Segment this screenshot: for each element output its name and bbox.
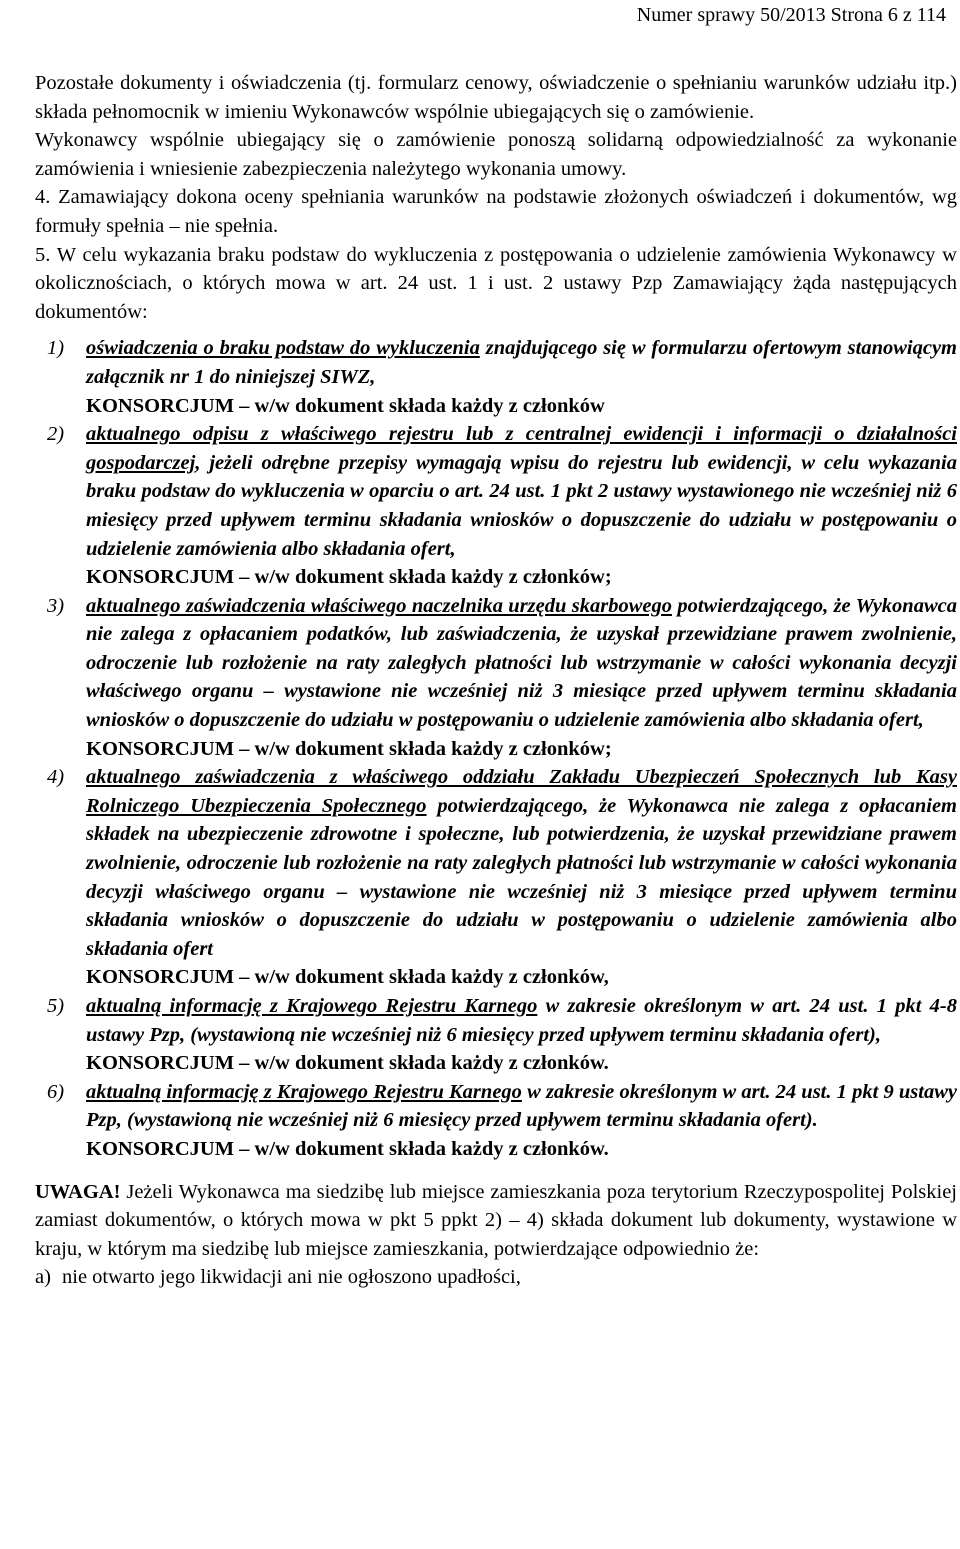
list-item-label: 3) — [47, 594, 65, 617]
list-item-label: 4) — [47, 766, 65, 789]
warning-paragraph — [35, 1178, 957, 1264]
warning-text: Jeżeli Wykonawca ma siedzibę lub miejsce zamieszkania poza terytorium Rzeczypospolitej Polskiej zamiast dokumentów, o których mowa w pkt 5 ppkt 2) – 4) składa dokument lub dokumenty, wystawione w kraju, w którym ma siedzibę lub miejsce zamieszkania, potwierdzające odpowiednio że: — [35, 1180, 957, 1260]
point-4 — [35, 183, 957, 240]
paragraph-intro-1: Pozostałe dokumenty i oświadczenia (tj. formularz cenowy, oświadczenie o spełnianiu warunków udziału itp.) składa pełnomocnik w imieniu Wykonawców wspólnie ubiegających się o zamówienie. — [35, 72, 957, 123]
consortium-note: KONSORCJUM – w/w dokument składa każdy z członków; — [86, 566, 612, 589]
list-item-text: potwierdzającego, że Wykonawca nie zalega z opłacaniem składek na ubezpieczenie zdrowotne i społeczne, lub potwierdzenia, że uzyskał przewidziane prawem zwolnienie, odroczenie lub rozłożenie na raty zaległych płatności lub wstrzymanie w całości wykonania decyzji właściwego organu – wystawione nie wcześniej niż 3 miesiące przed upływem terminu składania wniosków o dopuszczenie do udziału w postępowaniu o udzielenie zamówienia albo składania ofert — [86, 794, 957, 960]
list-item-title: aktualnego odpisu z właściwego rejestru lub z centralnej ewidencji i informacji o działalności gospodarczej — [86, 423, 957, 474]
warning-label: UWAGA! — [35, 1180, 121, 1203]
list-item — [47, 763, 957, 992]
point-4-number: 4. — [35, 186, 51, 209]
point-5-number: 5. — [35, 243, 51, 266]
list-item — [47, 1078, 957, 1164]
list-item-text: znajdującego się w formularzu ofertowym stanowiącym załącznik nr 1 do niniejszej SIWZ, — [86, 337, 957, 388]
list-item-title: aktualnego zaświadczenia właściwego naczelnika urzędu skarbowego — [86, 594, 672, 617]
sub-item-text: nie otwarto jego likwidacji ani nie ogłoszono upadłości, — [62, 1266, 521, 1289]
list-item-text: potwierdzającego, że Wykonawca nie zalega z opłacaniem podatków, lub zaświadczenia, że uzyskał przewidziane prawem zwolnienie, odroczenie lub rozłożenie na raty zaległych płatności lub wstrzymanie w całości wykonania decyzji właściwego organu – wystawione nie wcześniej niż 3 miesiące przed upływem terminu składania wniosków o dopuszczenie do udziału w postępowaniu o udzielenie zamówienia albo składania ofert, — [86, 594, 957, 732]
list-item-label: 5) — [47, 995, 65, 1017]
list-item-title: aktualnego zaświadczenia z właściwego oddziału Zakładu Ubezpieczeń Społecznych lub Kasy Rolniczego Ubezpieczenia Społecznego — [86, 766, 957, 817]
paragraph-intro-2: Wykonawcy wspólnie ubiegający się o zamówienie ponoszą solidarną odpowiedzialność za wykonanie zamówienia i wniesienie zabezpieczenia należytego wykonania umowy. — [35, 129, 957, 180]
list-item-label: 2) — [47, 423, 65, 446]
list-item — [47, 420, 957, 592]
consortium-note: KONSORCJUM – w/w dokument składa każdy z członków. — [86, 1052, 609, 1075]
list-item — [47, 992, 957, 1078]
list-item-title: aktualną informację z Krajowego Rejestru Karnego — [86, 1080, 522, 1103]
documents-list — [35, 334, 957, 1163]
document-body — [35, 69, 957, 1292]
list-item — [47, 334, 957, 420]
list-item-label: 6) — [47, 1080, 65, 1103]
list-item-text: w zakresie określonym w art. 24 ust. 1 pkt 4-8 ustawy Pzp, (wystawioną nie wcześniej niż 6 miesięcy przed upływem terminu składania ofert), — [86, 995, 957, 1046]
consortium-note: KONSORCJUM – w/w dokument składa każdy z członków; — [86, 737, 612, 760]
list-item-text: , jeżeli odrębne przepisy wymagają wpisu do rejestru lub ewidencji, w celu wykazania braku podstaw do wykluczenia w oparciu o art. 24 ust. 1 pkt 2 ustawy wystawionego nie wcześniej niż 6 miesięcy przed upływem terminu składania wniosków o dopuszczenie do udziału w postępowaniu o udzielenie zamówienia albo składania ofert, — [86, 451, 957, 560]
point-5-text: W celu wykazania braku podstaw do wykluczenia z postępowania o udzielenie zamówienia Wykonawcy w okolicznościach, o których mowa w art. 24 ust. 1 i ust. 2 ustawy Pzp Zamawiający żąda następujących dokumentów: — [35, 243, 957, 323]
point-4-text: Zamawiający dokona oceny spełniania warunków na podstawie złożonych oświadczeń i dokumentów, wg formuły spełnia – nie spełnia. — [35, 186, 957, 237]
page-header: Numer sprawy 50/2013 Strona 6 z 114 — [636, 4, 946, 26]
list-item-title: aktualną informację z Krajowego Rejestru Karnego — [86, 995, 538, 1017]
consortium-note: KONSORCJUM – w/w dokument składa każdy z członków — [86, 394, 605, 417]
list-item-label: 1) — [47, 337, 65, 360]
sub-item-label: a) — [35, 1266, 51, 1289]
consortium-note: KONSORCJUM – w/w dokument składa każdy z członków. — [86, 1137, 609, 1160]
list-item — [47, 592, 957, 764]
list-item-text: w zakresie określonym w art. 24 ust. 1 pkt 9 ustawy Pzp, (wystawioną nie wcześniej niż 6 miesięcy przed upływem terminu składania ofert). — [86, 1080, 957, 1132]
point-5 — [35, 241, 957, 327]
sub-item-a — [35, 1263, 957, 1292]
list-item-title: oświadczenia o braku podstaw do wykluczenia — [86, 337, 480, 360]
consortium-note: KONSORCJUM – w/w dokument składa każdy z członków, — [86, 966, 609, 989]
